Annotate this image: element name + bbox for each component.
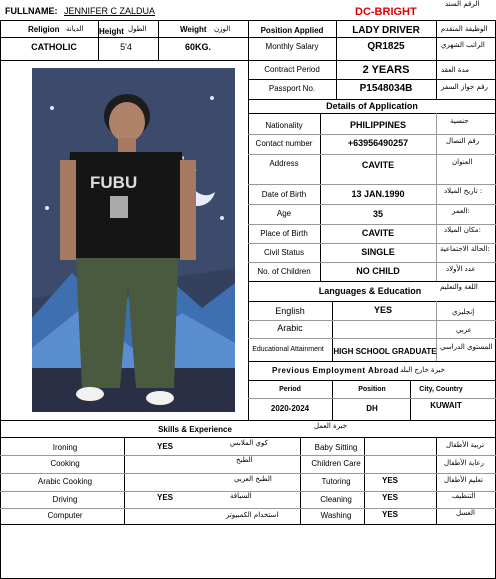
- top-arabic-note: الرقم السند: [445, 0, 480, 8]
- header-bar: [0, 0, 496, 20]
- languages-title: Languages & Education: [318, 286, 422, 296]
- svg-text:FUBU: FUBU: [90, 173, 138, 192]
- skill-left-value: YES: [156, 442, 174, 451]
- skill-right-value: YES: [381, 510, 399, 519]
- education-label: Educational Attainment: [252, 346, 324, 353]
- position-header: Position: [358, 386, 386, 393]
- position-value: DH: [366, 404, 378, 413]
- height-arabic: الطول: [128, 25, 147, 33]
- education-value: HIGH SCHOOL GRADUATE: [333, 347, 437, 356]
- english-value: YES: [373, 305, 393, 315]
- skill-right-value: YES: [381, 493, 399, 502]
- skill-right-label: Children Care: [311, 459, 361, 468]
- dob-value: 13 JAN.1990: [351, 189, 405, 199]
- civil-status-label: Civil Status: [263, 248, 305, 257]
- nationality-value: PHILIPPINES: [349, 120, 407, 130]
- skill-right-arabic: التنظيف: [452, 492, 476, 500]
- arabic-label: Arabic: [277, 323, 303, 333]
- english-arabic: إنجليزي: [452, 308, 475, 316]
- fullname-label: FULLNAME:: [5, 6, 58, 16]
- skill-right-label: Cleaning: [320, 495, 352, 504]
- skill-left-label: Driving: [52, 495, 78, 504]
- employment-title-arabic: خبرة خارج البلد: [400, 366, 445, 374]
- skills-title: Skills & Experience: [158, 425, 232, 434]
- position-applied-value: LADY DRIVER: [352, 25, 420, 36]
- height-value: 5'4: [120, 42, 132, 52]
- skill-right-arabic: تعليم الأطفال: [444, 476, 483, 484]
- period-header: Period: [279, 386, 301, 393]
- applicant-photo: [32, 68, 235, 412]
- nationality-label: Nationality: [265, 121, 303, 130]
- skill-left-label: Ironing: [52, 443, 78, 452]
- country-value: KUWAIT: [430, 401, 462, 410]
- age-label: Age: [276, 209, 292, 218]
- skill-right-label: Baby Sitting: [314, 443, 358, 452]
- children-arabic: عدد الأولاد: [446, 265, 476, 273]
- skill-left-arabic: السياقة: [230, 492, 252, 500]
- arabic-arabic: عربي: [456, 326, 472, 334]
- position-applied-arabic: الوظيفة المتقدم: [441, 25, 488, 33]
- contact-label: Contact number: [255, 139, 313, 148]
- skill-right-arabic: الغسل: [456, 509, 476, 517]
- monthly-salary-label: Monthly Salary: [265, 42, 319, 51]
- english-label: English: [275, 306, 305, 316]
- skill-left-arabic: استخدام الكمبيوتر: [226, 511, 279, 519]
- weight-label: Weight: [180, 25, 207, 34]
- civil-status-arabic: الحالة الاجتماعية:: [440, 245, 490, 253]
- country-header: City, Country: [419, 386, 463, 393]
- contract-period-arabic: مدة العقد: [441, 66, 469, 74]
- contact-arabic: رقم التصال: [446, 137, 480, 145]
- pob-value: CAVITE: [361, 228, 395, 238]
- skill-left-arabic: الطبخ: [236, 456, 253, 464]
- pob-label: Place of Birth: [260, 229, 308, 238]
- passport-value: P1548034B: [359, 83, 413, 94]
- skill-left-arabic: كوي الملابس: [230, 439, 268, 447]
- religion-label: Religion: [28, 25, 60, 34]
- applicant-photo-image: [32, 68, 235, 412]
- position-applied-label: Position Applied: [260, 26, 324, 35]
- contract-period-label: Contract Period: [264, 65, 320, 74]
- skill-right-label: Washing: [320, 511, 352, 520]
- details-title: Details of Application: [326, 101, 418, 111]
- passport-arabic: رقم جواز السفر: [441, 83, 488, 91]
- skill-right-arabic: رعاية الأطفال: [444, 459, 484, 467]
- nationality-arabic: جنسية: [450, 117, 469, 125]
- skill-left-label: Arabic Cooking: [37, 477, 93, 486]
- children-label: No. of Children: [257, 267, 311, 276]
- religion-value: CATHOLIC: [31, 42, 77, 52]
- address-value: CAVITE: [361, 160, 395, 170]
- languages-title-arabic: اللغة والتعليم: [440, 283, 478, 291]
- contract-period-value: 2 YEARS: [362, 64, 410, 76]
- experience-arabic: خبرة العمل: [314, 422, 347, 430]
- skill-left-value: YES: [156, 493, 174, 502]
- children-value: NO CHILD: [356, 266, 400, 276]
- period-value: 2020-2024: [270, 404, 310, 413]
- agency-name: DC-BRIGHT: [355, 6, 417, 18]
- weight-value: 60KG.: [184, 42, 212, 52]
- religion-arabic: الديانة: [66, 25, 84, 33]
- civil-status-value: SINGLE: [361, 247, 395, 257]
- skill-left-arabic: الطبخ العربي: [234, 475, 272, 483]
- skill-right-value: YES: [381, 476, 399, 485]
- dob-label: Date of Birth: [261, 190, 307, 199]
- skill-left-label: Computer: [47, 511, 83, 520]
- skill-right-arabic: تربية الأطفال: [446, 441, 485, 449]
- contact-value: +63956490257: [347, 138, 409, 148]
- monthly-salary-value: QR1825: [367, 41, 405, 52]
- dob-arabic: تاريخ الميلاد :: [444, 187, 483, 195]
- address-arabic: العنوان: [452, 158, 473, 166]
- address-label: Address: [269, 159, 299, 168]
- age-value: 35: [372, 209, 384, 219]
- monthly-salary-arabic: الراتب الشهري: [441, 41, 485, 49]
- height-label: Height: [99, 27, 124, 36]
- employment-title: Previous Employment Abroad: [272, 366, 399, 375]
- skill-left-label: Cooking: [50, 459, 80, 468]
- age-arabic: العمر:: [452, 207, 470, 215]
- weight-arabic: الوزن: [214, 25, 231, 33]
- fullname-value: JENNIFER C ZALDUA: [64, 6, 156, 16]
- education-arabic: المستوى الدراسي: [440, 343, 493, 351]
- skill-right-label: Tutoring: [321, 477, 351, 486]
- passport-label: Passport No.: [268, 84, 316, 93]
- pob-arabic: مكان الميلاد:: [444, 226, 482, 234]
